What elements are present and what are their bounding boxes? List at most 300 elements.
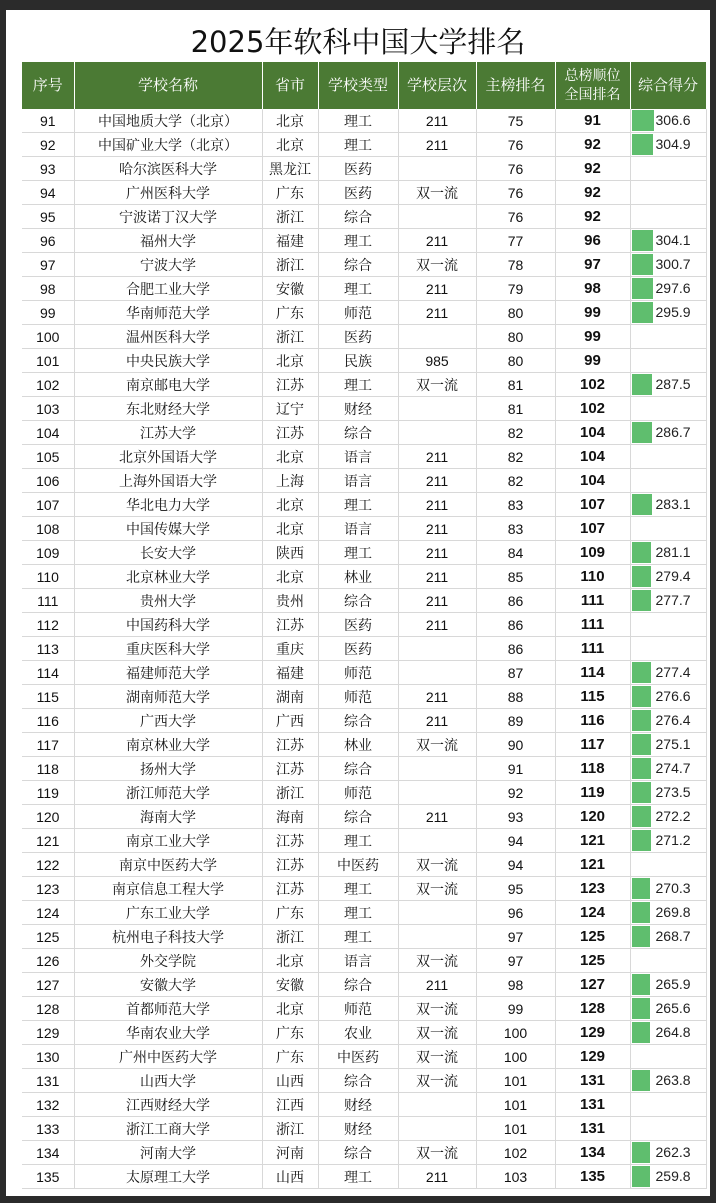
cell-province: 山西 xyxy=(262,1165,318,1189)
cell-school-level: 双一流 xyxy=(398,1021,476,1045)
table-row[interactable] xyxy=(22,229,706,253)
cell-school-type: 综合 xyxy=(318,973,398,997)
cell-overall-rank: 124 xyxy=(555,901,630,925)
cell-main-rank: 84 xyxy=(476,541,555,565)
score-value: 277.4 xyxy=(655,664,691,680)
table-row[interactable] xyxy=(22,709,706,733)
cell-overall-rank: 92 xyxy=(555,133,630,157)
cell-seq: 104 xyxy=(22,421,74,445)
score-value: 274.7 xyxy=(655,760,691,776)
cell-overall-rank: 99 xyxy=(555,349,630,373)
cell-school-level: 双一流 xyxy=(398,949,476,973)
cell-province: 北京 xyxy=(262,349,318,373)
cell-overall-rank: 107 xyxy=(555,517,630,541)
cell-seq: 120 xyxy=(22,805,74,829)
score-value: 264.8 xyxy=(655,1024,691,1040)
cell-school-name: 宁波大学 xyxy=(74,253,262,277)
cell-province: 广东 xyxy=(262,181,318,205)
cell-seq: 112 xyxy=(22,613,74,637)
cell-seq: 127 xyxy=(22,973,74,997)
score-value: 271.2 xyxy=(655,832,691,848)
table-row[interactable] xyxy=(22,445,706,469)
table-row[interactable] xyxy=(22,277,706,301)
ranking-sheet xyxy=(6,10,710,1196)
cell-score xyxy=(630,853,706,877)
cell-score xyxy=(630,637,706,661)
cell-overall-rank: 120 xyxy=(555,805,630,829)
cell-score xyxy=(630,1117,706,1141)
cell-school-type: 理工 xyxy=(318,493,398,517)
cell-main-rank: 81 xyxy=(476,373,555,397)
cell-main-rank: 83 xyxy=(476,517,555,541)
cell-school-level xyxy=(398,325,476,349)
score-value: 259.8 xyxy=(655,1168,691,1184)
table-row[interactable] xyxy=(22,469,706,493)
table-row[interactable] xyxy=(22,1045,706,1069)
cell-school-name: 福州大学 xyxy=(74,229,262,253)
cell-school-name: 南京工业大学 xyxy=(74,829,262,853)
cell-main-rank: 102 xyxy=(476,1141,555,1165)
table-row[interactable] xyxy=(22,973,706,997)
cell-school-name: 广东工业大学 xyxy=(74,901,262,925)
cell-province: 辽宁 xyxy=(262,397,318,421)
cell-overall-rank: 123 xyxy=(555,877,630,901)
cell-seq: 100 xyxy=(22,325,74,349)
score-value: 263.8 xyxy=(655,1072,691,1088)
cell-school-level: 双一流 xyxy=(398,877,476,901)
cell-school-name: 长安大学 xyxy=(74,541,262,565)
header-province[interactable]: 省市 xyxy=(262,62,318,109)
cell-school-name: 山西大学 xyxy=(74,1069,262,1093)
cell-school-level xyxy=(398,1093,476,1117)
table-row[interactable] xyxy=(22,253,706,277)
cell-main-rank: 85 xyxy=(476,565,555,589)
cell-school-level: 211 xyxy=(398,973,476,997)
cell-main-rank: 97 xyxy=(476,925,555,949)
table-row[interactable] xyxy=(22,397,706,421)
cell-school-type: 师范 xyxy=(318,781,398,805)
header-name[interactable]: 学校名称 xyxy=(74,62,262,109)
cell-province: 北京 xyxy=(262,949,318,973)
cell-score xyxy=(630,1093,706,1117)
cell-main-rank: 86 xyxy=(476,637,555,661)
table-row[interactable] xyxy=(22,517,706,541)
cell-main-rank: 91 xyxy=(476,757,555,781)
cell-school-type: 理工 xyxy=(318,925,398,949)
cell-overall-rank: 129 xyxy=(555,1021,630,1045)
cell-school-name: 上海外国语大学 xyxy=(74,469,262,493)
cell-score xyxy=(630,1069,706,1093)
table-row[interactable] xyxy=(22,181,706,205)
cell-province: 安徽 xyxy=(262,973,318,997)
cell-overall-rank: 135 xyxy=(555,1165,630,1189)
cell-overall-rank: 111 xyxy=(555,613,630,637)
cell-overall-rank: 134 xyxy=(555,1141,630,1165)
cell-overall-rank: 119 xyxy=(555,781,630,805)
cell-province: 河南 xyxy=(262,1141,318,1165)
cell-score xyxy=(630,1141,706,1165)
cell-school-type: 理工 xyxy=(318,1165,398,1189)
cell-school-level: 985 xyxy=(398,349,476,373)
cell-overall-rank: 92 xyxy=(555,181,630,205)
cell-school-type: 林业 xyxy=(318,733,398,757)
cell-score xyxy=(630,517,706,541)
cell-seq: 99 xyxy=(22,301,74,325)
score-value: 268.7 xyxy=(655,928,691,944)
cell-main-rank: 92 xyxy=(476,781,555,805)
cell-school-name: 扬州大学 xyxy=(74,757,262,781)
table-row[interactable] xyxy=(22,925,706,949)
cell-school-type: 语言 xyxy=(318,469,398,493)
cell-overall-rank: 99 xyxy=(555,301,630,325)
cell-school-type: 综合 xyxy=(318,805,398,829)
cell-school-level xyxy=(398,637,476,661)
table-row[interactable] xyxy=(22,541,706,565)
cell-score xyxy=(630,253,706,277)
cell-school-name: 东北财经大学 xyxy=(74,397,262,421)
header-row xyxy=(22,62,706,109)
cell-school-level: 211 xyxy=(398,109,476,133)
cell-overall-rank: 102 xyxy=(555,373,630,397)
cell-main-rank: 76 xyxy=(476,133,555,157)
cell-score xyxy=(630,997,706,1021)
cell-main-rank: 77 xyxy=(476,229,555,253)
cell-seq: 95 xyxy=(22,205,74,229)
page-title: 2025年软科中国大学排名 xyxy=(190,25,526,59)
cell-school-type: 师范 xyxy=(318,997,398,1021)
cell-score xyxy=(630,949,706,973)
cell-school-name: 福建师范大学 xyxy=(74,661,262,685)
cell-school-name: 太原理工大学 xyxy=(74,1165,262,1189)
cell-main-rank: 82 xyxy=(476,421,555,445)
cell-main-rank: 86 xyxy=(476,613,555,637)
cell-school-name: 合肥工业大学 xyxy=(74,277,262,301)
score-value: 304.1 xyxy=(655,232,691,248)
table-row[interactable] xyxy=(22,781,706,805)
cell-main-rank: 99 xyxy=(476,997,555,1021)
table-row[interactable] xyxy=(22,757,706,781)
cell-score xyxy=(630,133,706,157)
table-row[interactable] xyxy=(22,733,706,757)
score-value: 283.1 xyxy=(655,496,691,512)
cell-seq: 115 xyxy=(22,685,74,709)
table-row[interactable] xyxy=(22,1021,706,1045)
table-row[interactable] xyxy=(22,685,706,709)
cell-school-type: 中医药 xyxy=(318,1045,398,1069)
cell-main-rank: 82 xyxy=(476,445,555,469)
cell-province: 广西 xyxy=(262,709,318,733)
score-value: 276.6 xyxy=(655,688,691,704)
cell-seq: 108 xyxy=(22,517,74,541)
cell-main-rank: 76 xyxy=(476,157,555,181)
cell-score xyxy=(630,349,706,373)
cell-seq: 103 xyxy=(22,397,74,421)
cell-seq: 110 xyxy=(22,565,74,589)
cell-school-type: 理工 xyxy=(318,229,398,253)
cell-school-name: 南京邮电大学 xyxy=(74,373,262,397)
cell-school-level: 211 xyxy=(398,493,476,517)
table-row[interactable] xyxy=(22,1141,706,1165)
table-row[interactable] xyxy=(22,1069,706,1093)
table-row[interactable] xyxy=(22,133,706,157)
score-value: 304.9 xyxy=(655,136,691,152)
cell-seq: 105 xyxy=(22,445,74,469)
cell-score xyxy=(630,109,706,133)
cell-school-level xyxy=(398,661,476,685)
table-row[interactable] xyxy=(22,661,706,685)
table-row[interactable] xyxy=(22,829,706,853)
cell-seq: 109 xyxy=(22,541,74,565)
table-row[interactable] xyxy=(22,613,706,637)
cell-school-type: 理工 xyxy=(318,829,398,853)
table-row[interactable] xyxy=(22,1117,706,1141)
table-row[interactable] xyxy=(22,325,706,349)
cell-score xyxy=(630,733,706,757)
cell-main-rank: 81 xyxy=(476,397,555,421)
cell-school-name: 首都师范大学 xyxy=(74,997,262,1021)
table-row[interactable] xyxy=(22,637,706,661)
score-value: 276.4 xyxy=(655,712,691,728)
cell-score xyxy=(630,1045,706,1069)
cell-seq: 106 xyxy=(22,469,74,493)
cell-score xyxy=(630,181,706,205)
cell-school-level: 211 xyxy=(398,613,476,637)
cell-seq: 125 xyxy=(22,925,74,949)
header-main-rank[interactable]: 主榜排名 xyxy=(476,62,555,109)
cell-overall-rank: 111 xyxy=(555,637,630,661)
cell-score xyxy=(630,829,706,853)
table-body xyxy=(22,109,706,1189)
cell-overall-rank: 121 xyxy=(555,829,630,853)
cell-province: 北京 xyxy=(262,565,318,589)
cell-province: 上海 xyxy=(262,469,318,493)
score-value: 295.9 xyxy=(655,304,691,320)
cell-school-type: 医药 xyxy=(318,157,398,181)
cell-seq: 98 xyxy=(22,277,74,301)
cell-province: 黑龙江 xyxy=(262,157,318,181)
table-row[interactable] xyxy=(22,949,706,973)
header-level[interactable]: 学校层次 xyxy=(398,62,476,109)
cell-school-name: 温州医科大学 xyxy=(74,325,262,349)
cell-school-type: 中医药 xyxy=(318,853,398,877)
cell-score xyxy=(630,373,706,397)
cell-seq: 124 xyxy=(22,901,74,925)
table-row[interactable] xyxy=(22,157,706,181)
cell-province: 北京 xyxy=(262,133,318,157)
cell-school-name: 北京外国语大学 xyxy=(74,445,262,469)
cell-score xyxy=(630,541,706,565)
cell-province: 广东 xyxy=(262,901,318,925)
cell-score xyxy=(630,1165,706,1189)
cell-school-type: 综合 xyxy=(318,589,398,613)
table-row[interactable] xyxy=(22,853,706,877)
cell-school-name: 中国传媒大学 xyxy=(74,517,262,541)
score-value: 297.6 xyxy=(655,280,691,296)
cell-score xyxy=(630,757,706,781)
table-row[interactable] xyxy=(22,877,706,901)
table-row[interactable] xyxy=(22,805,706,829)
cell-seq: 130 xyxy=(22,1045,74,1069)
cell-school-name: 海南大学 xyxy=(74,805,262,829)
cell-school-type: 综合 xyxy=(318,253,398,277)
cell-school-type: 农业 xyxy=(318,1021,398,1045)
header-score[interactable]: 综合得分 xyxy=(630,62,706,109)
cell-province: 重庆 xyxy=(262,637,318,661)
cell-main-rank: 79 xyxy=(476,277,555,301)
cell-school-level: 211 xyxy=(398,709,476,733)
cell-overall-rank: 107 xyxy=(555,493,630,517)
cell-school-level xyxy=(398,421,476,445)
cell-overall-rank: 117 xyxy=(555,733,630,757)
cell-main-rank: 101 xyxy=(476,1069,555,1093)
cell-main-rank: 100 xyxy=(476,1021,555,1045)
cell-province: 江苏 xyxy=(262,613,318,637)
cell-seq: 111 xyxy=(22,589,74,613)
cell-province: 广东 xyxy=(262,1021,318,1045)
cell-school-level: 211 xyxy=(398,1165,476,1189)
cell-overall-rank: 114 xyxy=(555,661,630,685)
cell-seq: 131 xyxy=(22,1069,74,1093)
score-value: 287.5 xyxy=(655,376,691,392)
cell-score xyxy=(630,901,706,925)
header-overall-rank[interactable] xyxy=(555,62,630,109)
cell-seq: 122 xyxy=(22,853,74,877)
cell-school-name: 中国药科大学 xyxy=(74,613,262,637)
cell-score xyxy=(630,781,706,805)
cell-school-name: 杭州电子科技大学 xyxy=(74,925,262,949)
cell-school-level: 211 xyxy=(398,565,476,589)
table-row[interactable] xyxy=(22,1165,706,1189)
cell-seq: 116 xyxy=(22,709,74,733)
cell-seq: 134 xyxy=(22,1141,74,1165)
cell-school-name: 南京信息工程大学 xyxy=(74,877,262,901)
table-header xyxy=(22,62,706,109)
cell-score xyxy=(630,397,706,421)
cell-school-level: 211 xyxy=(398,277,476,301)
cell-school-level: 双一流 xyxy=(398,997,476,1021)
cell-school-level xyxy=(398,925,476,949)
cell-province: 浙江 xyxy=(262,781,318,805)
table-row[interactable] xyxy=(22,901,706,925)
score-value: 281.1 xyxy=(655,544,691,560)
cell-main-rank: 80 xyxy=(476,301,555,325)
cell-school-type: 医药 xyxy=(318,181,398,205)
table-row[interactable] xyxy=(22,373,706,397)
table-row[interactable] xyxy=(22,421,706,445)
cell-school-type: 理工 xyxy=(318,277,398,301)
table-row[interactable] xyxy=(22,349,706,373)
table-row[interactable] xyxy=(22,565,706,589)
table-row[interactable] xyxy=(22,301,706,325)
table-row[interactable] xyxy=(22,1093,706,1117)
cell-seq: 101 xyxy=(22,349,74,373)
cell-overall-rank: 125 xyxy=(555,949,630,973)
cell-main-rank: 78 xyxy=(476,253,555,277)
cell-main-rank: 75 xyxy=(476,109,555,133)
cell-main-rank: 89 xyxy=(476,709,555,733)
cell-overall-rank: 128 xyxy=(555,997,630,1021)
cell-school-type: 综合 xyxy=(318,1069,398,1093)
table-row[interactable] xyxy=(22,589,706,613)
cell-main-rank: 95 xyxy=(476,877,555,901)
cell-school-type: 理工 xyxy=(318,901,398,925)
cell-school-level: 双一流 xyxy=(398,853,476,877)
table-row[interactable] xyxy=(22,997,706,1021)
cell-school-level xyxy=(398,781,476,805)
cell-school-type: 语言 xyxy=(318,949,398,973)
cell-seq: 92 xyxy=(22,133,74,157)
cell-school-type: 财经 xyxy=(318,397,398,421)
cell-school-name: 广州中医药大学 xyxy=(74,1045,262,1069)
score-value: 286.7 xyxy=(655,424,691,440)
cell-school-level xyxy=(398,901,476,925)
score-value: 270.3 xyxy=(655,880,691,896)
cell-province: 海南 xyxy=(262,805,318,829)
header-type[interactable]: 学校类型 xyxy=(318,62,398,109)
cell-school-type: 医药 xyxy=(318,325,398,349)
cell-school-name: 中国矿业大学（北京） xyxy=(74,133,262,157)
cell-school-type: 综合 xyxy=(318,1141,398,1165)
cell-score xyxy=(630,613,706,637)
score-value: 277.7 xyxy=(655,592,691,608)
cell-school-level: 双一流 xyxy=(398,373,476,397)
cell-province: 江苏 xyxy=(262,829,318,853)
cell-school-type: 民族 xyxy=(318,349,398,373)
cell-seq: 126 xyxy=(22,949,74,973)
table-row[interactable] xyxy=(22,109,706,133)
score-value: 265.9 xyxy=(655,976,691,992)
cell-school-name: 浙江师范大学 xyxy=(74,781,262,805)
cell-province: 浙江 xyxy=(262,925,318,949)
cell-overall-rank: 102 xyxy=(555,397,630,421)
cell-province: 江苏 xyxy=(262,853,318,877)
score-value: 269.8 xyxy=(655,904,691,920)
cell-main-rank: 97 xyxy=(476,949,555,973)
cell-seq: 118 xyxy=(22,757,74,781)
score-value: 300.7 xyxy=(655,256,691,272)
cell-school-level: 211 xyxy=(398,685,476,709)
cell-school-name: 外交学院 xyxy=(74,949,262,973)
cell-overall-rank: 121 xyxy=(555,853,630,877)
cell-school-name: 江西财经大学 xyxy=(74,1093,262,1117)
cell-overall-rank: 92 xyxy=(555,157,630,181)
table-row[interactable] xyxy=(22,205,706,229)
cell-province: 浙江 xyxy=(262,205,318,229)
cell-school-type: 医药 xyxy=(318,613,398,637)
cell-overall-rank: 99 xyxy=(555,325,630,349)
table-row[interactable] xyxy=(22,493,706,517)
cell-school-level xyxy=(398,397,476,421)
cell-school-level: 211 xyxy=(398,469,476,493)
cell-overall-rank: 96 xyxy=(555,229,630,253)
cell-main-rank: 90 xyxy=(476,733,555,757)
cell-province: 贵州 xyxy=(262,589,318,613)
cell-main-rank: 101 xyxy=(476,1093,555,1117)
cell-score xyxy=(630,1021,706,1045)
cell-school-level xyxy=(398,205,476,229)
cell-school-level: 211 xyxy=(398,589,476,613)
score-value: 265.6 xyxy=(655,1000,691,1016)
cell-school-name: 广西大学 xyxy=(74,709,262,733)
cell-school-type: 理工 xyxy=(318,109,398,133)
header-seq[interactable]: 序号 xyxy=(22,62,74,109)
cell-school-name: 北京林业大学 xyxy=(74,565,262,589)
cell-seq: 94 xyxy=(22,181,74,205)
cell-seq: 117 xyxy=(22,733,74,757)
cell-main-rank: 93 xyxy=(476,805,555,829)
cell-main-rank: 101 xyxy=(476,1117,555,1141)
cell-school-name: 广州医科大学 xyxy=(74,181,262,205)
